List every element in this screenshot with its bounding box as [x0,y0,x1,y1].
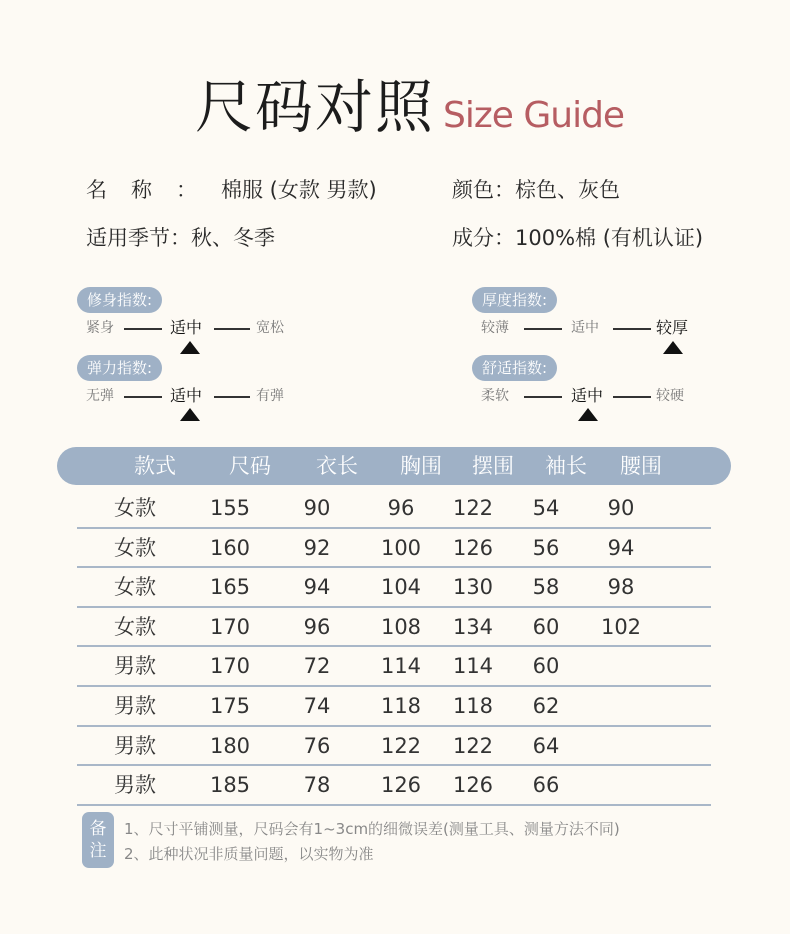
info-color [452,174,620,204]
cell-sleeve: 60 [532,614,560,639]
cell-length: 72 [303,654,331,679]
title-english: Size Guide [443,95,625,136]
scale-line [613,396,651,398]
cell-chest: 126 [380,773,422,798]
stretch-left-label: 无弹 [86,388,114,404]
info-color-label: 颜色： [452,178,515,202]
cell-sleeve: 54 [532,496,560,520]
cell-chest: 122 [380,733,422,758]
cell-hem: 122 [452,496,494,520]
table-row [77,764,711,806]
header-hem: 摆围 [472,454,514,478]
cell-sleeve: 62 [532,694,560,718]
fit-mid-label: 适中 [170,318,203,337]
comfort-index-badge: 舒适指数: [472,355,557,381]
cell-hem: 126 [452,535,494,560]
thickness-right-label: 较厚 [656,318,689,337]
comfort-mid-label: 适中 [571,386,604,405]
table-row [77,725,711,767]
scale-line [524,328,562,330]
cell-chest: 100 [380,535,422,560]
info-material-value: 100%棉 (有机认证) [515,226,704,250]
info-season [86,222,275,252]
scale-line [524,396,562,398]
cell-hem: 122 [452,733,494,758]
cell-style: 男款 [114,694,156,718]
table-row [77,645,711,687]
cell-sleeve: 56 [532,535,560,560]
cell-waist: 94 [607,535,635,560]
cell-sleeve: 64 [532,733,560,758]
scale-line [214,396,250,398]
cell-size: 170 [209,654,251,679]
table-row [77,566,711,608]
fit-indicator-triangle-icon [180,341,200,354]
cell-style: 女款 [114,535,156,560]
cell-hem: 130 [452,575,494,600]
header-sleeve: 袖长 [545,454,587,478]
note-line-1: 1、尺寸平铺测量，尺码会有1~3cm的细微误差(测量工具、测量方法不同) [124,820,620,838]
comfort-right-label: 较硬 [656,388,684,404]
cell-waist: 98 [607,575,635,600]
stretch-indicator-triangle-icon [180,408,200,421]
cell-chest: 108 [380,614,422,639]
fit-left-label: 紧身 [86,320,114,336]
cell-length: 78 [303,773,331,798]
table-row [77,527,711,569]
cell-length: 76 [303,733,331,758]
note-badge-top: 备 [89,819,107,839]
size-table-header [57,447,731,485]
cell-hem: 126 [452,773,494,798]
fit-index-badge: 修身指数: [77,287,162,313]
header-length: 衣长 [316,454,358,478]
stretch-index-scale [86,386,296,406]
cell-waist: 102 [600,614,642,639]
cell-size: 170 [209,614,251,639]
fit-right-label: 宽松 [256,320,284,336]
page-title [195,60,624,144]
info-color-value: 棕色、灰色 [515,178,620,202]
table-row [77,685,711,727]
header-size: 尺码 [229,454,271,478]
thickness-index-scale [481,318,701,338]
note-badge-bottom: 注 [89,841,107,861]
stretch-mid-label: 适中 [170,386,203,405]
cell-style: 男款 [114,733,156,758]
cell-length: 96 [303,614,331,639]
cell-size: 155 [209,496,251,520]
scale-line [613,328,651,330]
title-chinese: 尺码对照 [195,73,436,141]
stretch-right-label: 有弹 [256,388,284,404]
cell-style: 男款 [114,654,156,679]
cell-hem: 118 [452,694,494,718]
cell-length: 92 [303,535,331,560]
info-season-value: 秋、冬季 [191,226,275,250]
cell-size: 160 [209,535,251,560]
note-line-2: 2、此种状况非质量问题，以实物为准 [124,845,374,863]
cell-waist: 90 [607,496,635,520]
thickness-mid-label: 适中 [571,320,599,336]
header-waist: 腰围 [620,454,662,478]
cell-chest: 104 [380,575,422,600]
cell-size: 175 [209,694,251,718]
cell-sleeve: 60 [532,654,560,679]
scale-line [124,396,162,398]
scale-line [124,328,162,330]
cell-style: 女款 [114,614,156,639]
cell-sleeve: 66 [532,773,560,798]
cell-hem: 134 [452,614,494,639]
info-season-label: 适用季节： [86,226,191,250]
cell-size: 165 [209,575,251,600]
cell-sleeve: 58 [532,575,560,600]
cell-chest: 114 [380,654,422,679]
thickness-left-label: 较薄 [481,320,509,336]
info-material-label: 成分： [452,226,515,250]
fit-index-scale [86,318,296,338]
cell-length: 74 [303,694,331,718]
info-name-value: 棉服 (女款 男款) [221,178,377,202]
cell-length: 94 [303,575,331,600]
info-material [452,222,703,252]
comfort-indicator-triangle-icon [578,408,598,421]
info-name [86,174,377,204]
cell-chest: 118 [380,694,422,718]
comfort-index-scale [481,386,701,406]
cell-size: 185 [209,773,251,798]
table-row [77,487,711,529]
table-row [77,606,711,648]
cell-style: 女款 [114,575,156,600]
header-chest: 胸围 [400,454,442,478]
thickness-indicator-triangle-icon [663,341,683,354]
cell-size: 180 [209,733,251,758]
cell-style: 男款 [114,773,156,798]
comfort-left-label: 柔软 [481,388,509,404]
info-name-label: 名称： [86,178,221,202]
note-badge [82,812,114,868]
scale-line [214,328,250,330]
cell-hem: 114 [452,654,494,679]
thickness-index-badge: 厚度指数: [472,287,557,313]
header-style: 款式 [134,454,176,478]
cell-length: 90 [303,496,331,520]
cell-style: 女款 [114,496,156,520]
cell-chest: 96 [387,496,415,520]
stretch-index-badge: 弹力指数: [77,355,162,381]
